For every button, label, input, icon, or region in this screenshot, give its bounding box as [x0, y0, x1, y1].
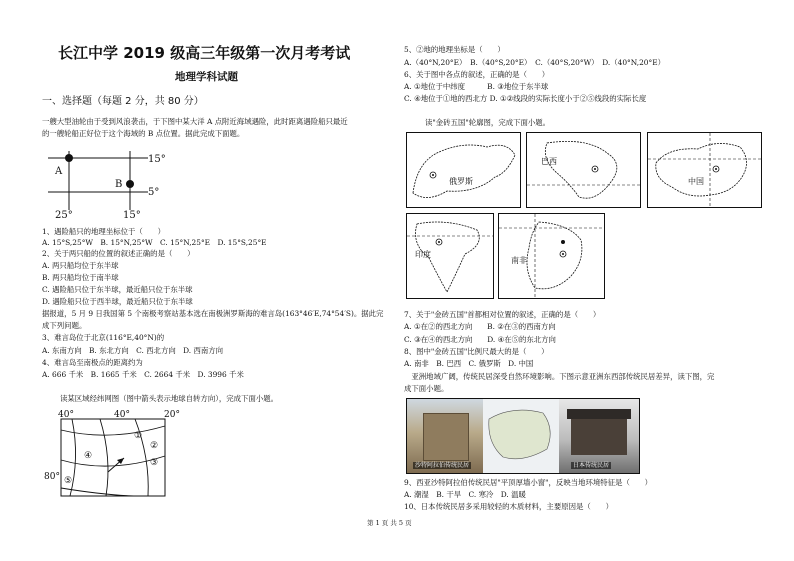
- intro-line: 的一艘轮船正好位于这个海域的 B 点位置。据此完成下面题。: [42, 129, 245, 138]
- question-line: 2、关于两只船的位置的叙述正确的是（ ）: [42, 249, 195, 258]
- question-line: 10、日本传统民居多采用较轻的木质材料，主要原因是（ ）: [404, 502, 613, 511]
- china-map: [647, 132, 762, 208]
- lat-label-5: 5°: [148, 187, 160, 198]
- dwellings-photo-strip: [406, 398, 640, 474]
- question-line: 4、难言岛至南极点的距离约为: [42, 358, 143, 367]
- map-point-5: ⑤: [64, 476, 73, 486]
- question-line: A. 两只船均位于东半球: [42, 261, 119, 270]
- question-line: A. ①地位于中纬度 B. ③地位于东半球: [404, 82, 549, 91]
- india-map: [406, 213, 494, 299]
- south-africa-label: 南非: [511, 256, 527, 265]
- saudi-caption: 沙特阿拉伯传统民居: [415, 462, 470, 469]
- map-point-2: ②: [150, 441, 159, 451]
- map-label-40b: 40°: [114, 410, 130, 420]
- russia-label: 俄罗斯: [449, 177, 473, 186]
- point-a-label: A: [55, 166, 63, 177]
- section-heading: 一、选择题（每题 2 分，共 80 分）: [42, 96, 204, 107]
- question-line: 成下列问题。: [42, 321, 87, 330]
- brazil-label: 巴西: [541, 157, 557, 166]
- map-point-1: ①: [134, 431, 143, 441]
- question-line: A. 15°S,25°W B. 15°N,25°W C. 15°N,25°E D. 15°S,25°E: [42, 238, 267, 247]
- question-line: C. ③在④的西北方向 D. ④在⑤的东北方向: [404, 335, 556, 344]
- map-point-4: ④: [84, 451, 93, 461]
- map-label-80: 80°: [44, 472, 60, 482]
- page-footer: 第 1 页 共 5 页: [367, 519, 412, 527]
- question-line: 亚洲地域广阔，传统民居深受自然环境影响。下图示意亚洲东西部传统民居差异，读下图，完: [404, 372, 715, 381]
- question-line: 7、关于"金砖五国"首都相对位置的叙述，正确的是（ ）: [404, 310, 601, 319]
- question-line: A.（40°N,20°E） B.（40°S,20°E） C.（40°S,20°W） D.（40°N,20°E）: [404, 58, 665, 67]
- point-b-marker: [126, 180, 134, 188]
- india-label: 印度: [415, 250, 431, 259]
- question-line: A. ①在②的西北方向 B. ②在③的西南方向: [404, 322, 556, 331]
- question-line: 3、难言岛位于北京(116°E,40°N)的: [42, 333, 165, 342]
- exam-title: 长江中学 2019 级高三年级第一次月考考试: [58, 44, 351, 62]
- question-line: A. 潮湿 B. 干旱 C. 寒冷 D. 温暖: [404, 490, 526, 499]
- map-label-20: 20°: [164, 410, 180, 420]
- question-line: B. 两只船均位于南半球: [42, 273, 119, 282]
- lon-label-25: 25°: [55, 210, 73, 221]
- question-line: A. 东南方向 B. 东北方向 C. 西北方向 D. 西南方向: [42, 346, 224, 355]
- brics-intro: 读"金砖五国"轮廓图，完成下面小题。: [425, 118, 551, 127]
- question-line: 9、西亚沙特阿拉伯传统民居"平顶厚墙小窗"，反映当地环境特征是（ ）: [404, 478, 653, 487]
- question-line: 8、图中"金砖五国"比例尺最大的是（ ）: [404, 347, 549, 356]
- question-line: D. 遇险船只位于西半球，最近船只位于东半球: [42, 297, 193, 306]
- map-label-40a: 40°: [58, 410, 74, 420]
- point-b-label: B: [115, 179, 123, 190]
- map-point-3: ③: [150, 458, 159, 468]
- question-line: 1、遇险船只的地理坐标位于（ ）: [42, 227, 165, 236]
- point-a-marker: [65, 154, 73, 162]
- question-line: 据报道，5 月 9 日我国第 5 个南极考察站基本选在南极洲罗斯海的难言岛(163°46′E,74°54′S)。据此完: [42, 309, 384, 318]
- exam-subtitle: 地理学科试题: [175, 71, 238, 83]
- question-line: A. 南非 B. 巴西 C. 俄罗斯 D. 中国: [404, 359, 534, 368]
- intro-line: 一艘大型油轮由于受到风浪袭击，于下图中某大洋 A 点附近海域遇险，此时距离遇险船只最近: [42, 117, 348, 126]
- question-line: A. 666 千米 B. 1665 千米 C. 2664 千米 D. 3996 千米: [42, 370, 244, 379]
- question-line: 成下面小题。: [404, 384, 449, 393]
- japan-caption: 日本传统民居: [573, 462, 610, 469]
- russia-map: [406, 132, 521, 208]
- question-line: 5、②地的地理坐标是（ ）: [404, 45, 505, 54]
- china-label: 中国: [688, 177, 704, 186]
- lat-label-15: 15°: [148, 154, 166, 165]
- map-intro: 读某区域经纬网图（图中箭头表示地球自转方向），完成下面小题。: [60, 394, 279, 403]
- question-line: C. 遇险船只位于东半球，最近船只位于东半球: [42, 285, 193, 294]
- south-africa-map: [498, 213, 605, 299]
- lon-label-15: 15°: [123, 210, 141, 221]
- asia-locator-map: [483, 399, 559, 473]
- question-line: C. ④地位于①地的西北方 D. ①②线段的实际长度小于②⑤线段的实际长度: [404, 94, 647, 103]
- brazil-map: [526, 132, 641, 208]
- question-line: 6、关于图中各点的叙述，正确的是（ ）: [404, 70, 550, 79]
